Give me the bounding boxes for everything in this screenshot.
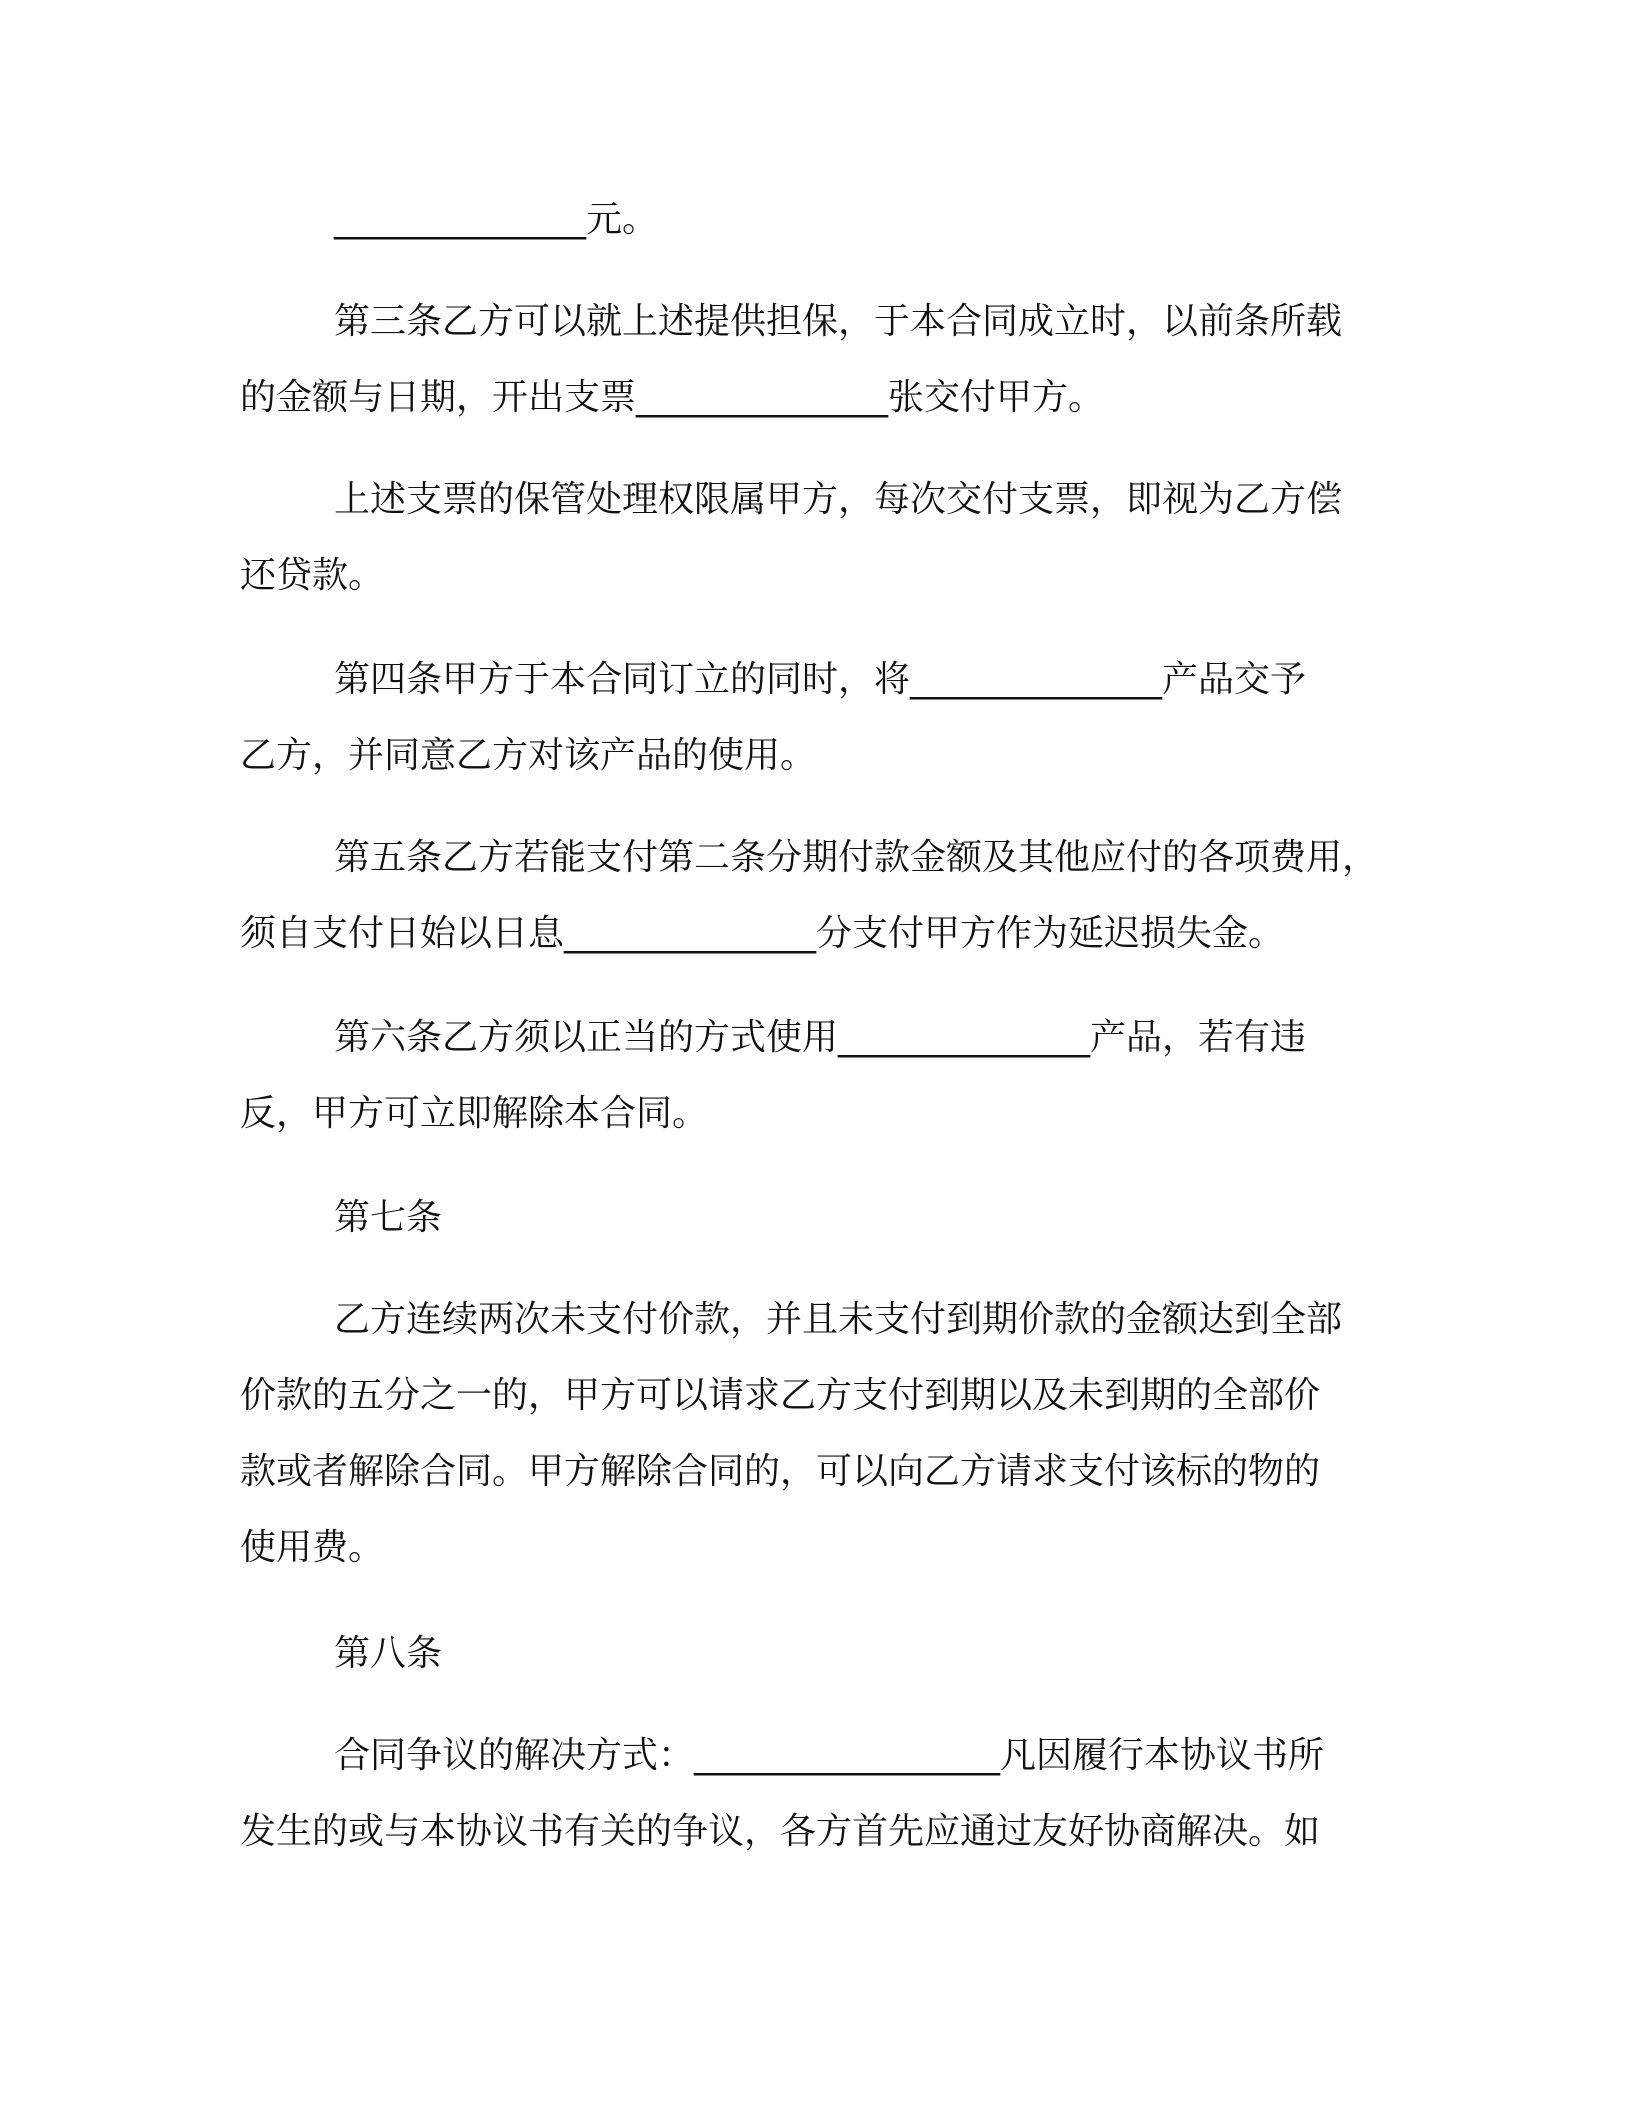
text-line-amount-yuan: ______________元。: [334, 199, 659, 240]
text-line-article-4-cont: 乙方，并同意乙方对该产品的使用。: [240, 735, 817, 776]
text-line-article-6-cont: 反，甲方可立即解除本合同。: [240, 1093, 709, 1134]
text-line-article-3: 第三条乙方可以就上述提供担保，于本合同成立时，以前条所载: [334, 301, 1343, 342]
heading-article-8: 第八条: [334, 1633, 443, 1674]
text-line-article-7-body-4: 使用费。: [240, 1527, 385, 1568]
text-line-article-8-body-1: 合同争议的解决方式：_________________凡因履行本协议书所: [334, 1735, 1325, 1776]
text-line-article-5: 第五条乙方若能支付第二条分期付款金额及其他应付的各项费用，: [334, 837, 1379, 878]
text-line-cheque-custody-cont: 还贷款。: [240, 555, 385, 596]
heading-article-7: 第七条: [334, 1197, 443, 1238]
text-line-article-7-body-2: 价款的五分之一的，甲方可以请求乙方支付到期以及未到期的全部价: [240, 1375, 1321, 1416]
text-line-cheque-custody: 上述支票的保管处理权限属甲方，每次交付支票，即视为乙方偿: [334, 479, 1343, 520]
text-line-article-8-body-2: 发生的或与本协议书有关的争议，各方首先应通过友好协商解决。如: [240, 1811, 1321, 1852]
text-line-article-6: 第六条乙方须以正当的方式使用______________产品，若有违: [334, 1017, 1307, 1058]
text-line-article-7-body-3: 款或者解除合同。甲方解除合同的，可以向乙方请求支付该标的物的: [240, 1451, 1321, 1492]
text-line-article-7-body-1: 乙方连续两次未支付价款，并且未支付到期价款的金额达到全部: [334, 1299, 1343, 1340]
text-line-article-5-cont: 须自支付日始以日息______________分支付甲方作为延迟损失金。: [240, 913, 1285, 954]
text-line-article-3-cont: 的金额与日期，开出支票______________张交付甲方。: [240, 377, 1105, 418]
text-line-article-4: 第四条甲方于本合同订立的同时，将______________产品交予: [334, 659, 1307, 700]
